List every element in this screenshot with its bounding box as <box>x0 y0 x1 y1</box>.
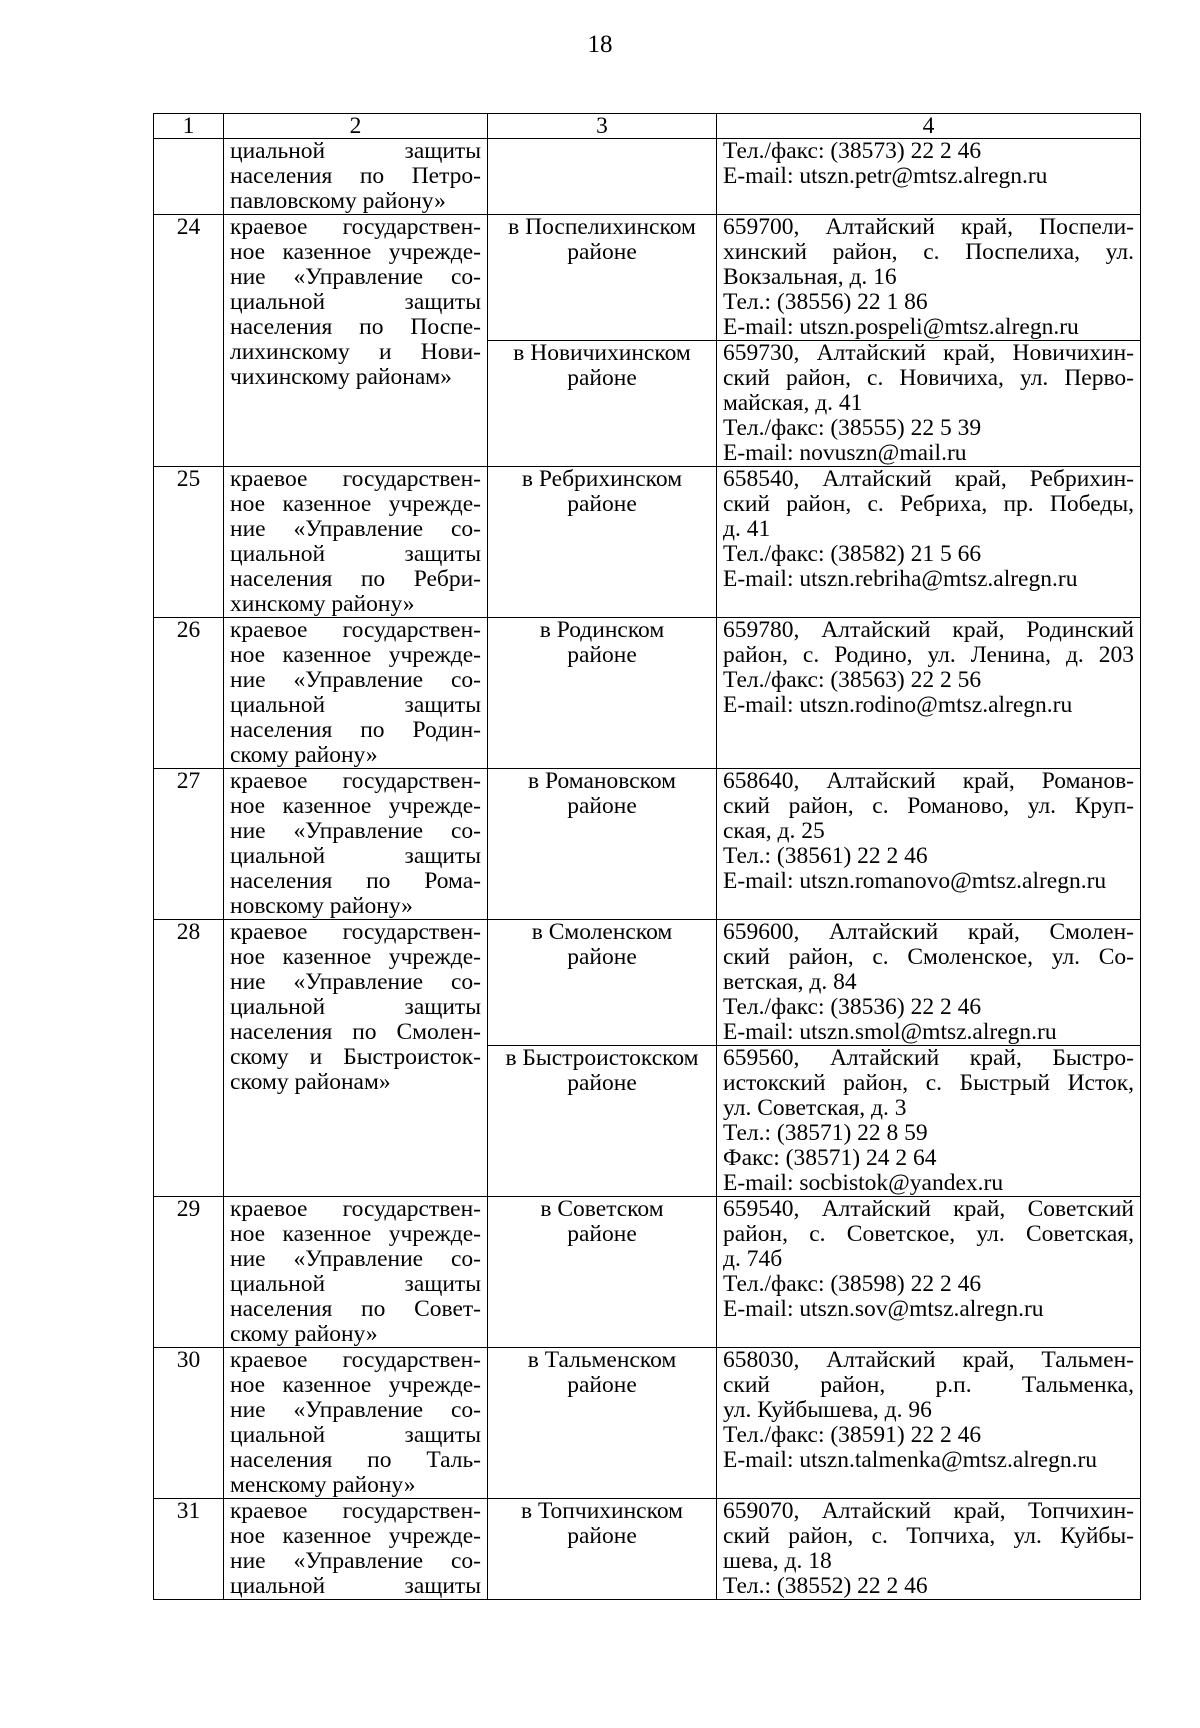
institution-name-line: циальной защиты <box>230 138 481 164</box>
institution-name-line: краевое государствен- <box>230 214 481 240</box>
contact-line: Вокзальная, д. 16 <box>723 264 897 290</box>
contact-line: 659600, Алтайский край, Смолен- <box>723 919 1134 945</box>
contact-line: ский район, с. Новичиха, ул. Перво- <box>723 365 1134 391</box>
institution-name-line: циальной защиты <box>230 843 481 869</box>
institution-name-line: ное казенное учрежде- <box>230 239 481 265</box>
page-number: 18 <box>587 31 613 58</box>
district-cell <box>488 769 717 920</box>
contact-line: 659560, Алтайский край, Быстро- <box>723 1045 1134 1071</box>
district-line: в Ребрихинском <box>521 466 683 492</box>
contact-line: 659730, Алтайский край, Новичихин- <box>723 340 1134 366</box>
institution-name-line: ное казенное учрежде- <box>230 1523 481 1549</box>
institution-name-line: ние «Управление со- <box>230 969 481 995</box>
institution-name-cell <box>224 467 488 618</box>
institution-name-line: ние «Управление со- <box>230 516 481 542</box>
table-row <box>154 467 1141 618</box>
institution-name-line: ние «Управление со- <box>230 1246 481 1272</box>
institution-name-line: краевое государствен- <box>230 617 481 643</box>
institution-name-line: населения по Родин- <box>230 717 481 743</box>
institution-name-line: ное казенное учрежде- <box>230 491 481 517</box>
contact-line: Тел.: (38571) 22 8 59 <box>723 1120 928 1146</box>
contact-line: Тел.: (38556) 22 1 86 <box>723 289 928 315</box>
institution-name-cell <box>224 215 488 467</box>
contact-line: ветская, д. 84 <box>723 969 857 995</box>
contact-line: E-mail: utszn.petr@mtsz.alregn.ru <box>723 163 1048 189</box>
district-cell <box>488 467 717 618</box>
contact-line: Тел.: (38561) 22 2 46 <box>723 843 928 869</box>
institution-name-line: ное казенное учрежде- <box>230 1372 481 1398</box>
district-line: в Советском <box>540 1196 664 1222</box>
institution-name-line: населения по Петро- <box>230 163 481 189</box>
contact-line: район, с. Родино, ул. Ленина, д. 203 <box>723 642 1134 668</box>
header-cell-number: 1 <box>154 114 224 139</box>
institution-name-cell <box>224 618 488 769</box>
contact-line: район, с. Советское, ул. Советская, <box>723 1221 1134 1247</box>
institution-name-line: скому району» <box>230 1321 378 1347</box>
contact-line: 658030, Алтайский край, Тальмен- <box>723 1347 1134 1373</box>
institution-name-line: циальной защиты <box>230 541 481 567</box>
district-line: в Смоленском <box>531 919 673 945</box>
district-cell <box>488 618 717 769</box>
row-number-cell: 24 <box>154 215 224 467</box>
district-cell <box>488 1499 717 1600</box>
institution-name-cell <box>224 1348 488 1499</box>
district-line: в Новичихинском <box>513 340 691 366</box>
contact-line: E-mail: utszn.romanovo@mtsz.alregn.ru <box>723 868 1107 894</box>
contacts-cell <box>717 618 1141 769</box>
row-number-cell: 31 <box>154 1499 224 1600</box>
contact-line: ский район, с. Романово, ул. Круп- <box>723 793 1134 819</box>
institution-name-line: ное казенное учрежде- <box>230 642 481 668</box>
header-cell-contacts: 4 <box>717 114 1141 139</box>
contact-line: Тел./факс: (38573) 22 2 46 <box>723 138 982 164</box>
contact-line: ский район, с. Топчиха, ул. Куйбы- <box>723 1523 1134 1549</box>
contacts-cell <box>717 1046 1141 1197</box>
institution-name-line: ное казенное учрежде- <box>230 1221 481 1247</box>
district-line: в Родинском <box>539 617 665 643</box>
institution-name-line: ние «Управление со- <box>230 1548 481 1574</box>
district-line: районе <box>567 1523 637 1549</box>
contact-line: ская, д. 25 <box>723 818 825 844</box>
institution-name-line: циальной защиты <box>230 1573 481 1599</box>
contacts-cell <box>717 1197 1141 1348</box>
district-cell <box>488 139 717 215</box>
institution-name-line: ние «Управление со- <box>230 1397 481 1423</box>
institution-name-line: скому и Быстроисток- <box>230 1044 481 1070</box>
institution-name-line: новскому району» <box>230 893 413 919</box>
table-row <box>154 920 1141 1046</box>
district-cell <box>488 920 717 1046</box>
institution-name-cell <box>224 920 488 1197</box>
contact-line: 658640, Алтайский край, Романов- <box>723 768 1134 794</box>
district-cell <box>488 1046 717 1197</box>
district-line: районе <box>567 642 637 668</box>
institution-name-line: чихинскому районам» <box>230 364 452 390</box>
table-row <box>154 1348 1141 1499</box>
contacts-cell <box>717 920 1141 1046</box>
district-cell <box>488 341 717 467</box>
institution-name-line: населения по Совет- <box>230 1296 481 1322</box>
contact-line: 659070, Алтайский край, Топчихин- <box>723 1498 1134 1524</box>
institution-name-line: ние «Управление со- <box>230 264 481 290</box>
contacts-cell <box>717 139 1141 215</box>
institution-name-line: ние «Управление со- <box>230 667 481 693</box>
contact-line: E-mail: novuszn@mail.ru <box>723 440 967 466</box>
institution-name-line: скому району» <box>230 742 378 768</box>
contact-line: E-mail: utszn.rebriha@mtsz.alregn.ru <box>723 566 1078 592</box>
institution-name-line: населения по Смолен- <box>230 1019 481 1045</box>
row-number-cell: 28 <box>154 920 224 1197</box>
institution-name-line: павловскому району» <box>230 188 446 214</box>
institution-name-line: хинскому району» <box>230 591 415 617</box>
contact-line: хинский район, с. Поспелиха, ул. <box>723 239 1134 265</box>
institution-name-line: ное казенное учрежде- <box>230 944 481 970</box>
institution-name-line: ное казенное учрежде- <box>230 793 481 819</box>
contact-line: Тел./факс: (38536) 22 2 46 <box>723 994 982 1020</box>
contact-line: д. 74б <box>723 1246 783 1272</box>
row-number-cell: 30 <box>154 1348 224 1499</box>
contact-line: 658540, Алтайский край, Ребрихин- <box>723 466 1134 492</box>
institution-name-line: скому районам» <box>230 1069 391 1095</box>
contacts-cell <box>717 1348 1141 1499</box>
institution-name-line: лихинскому и Нови- <box>230 339 481 365</box>
district-cell <box>488 1348 717 1499</box>
row-number-cell: 26 <box>154 618 224 769</box>
district-line: районе <box>567 1221 637 1247</box>
institution-name-line: краевое государствен- <box>230 1498 481 1524</box>
contact-line: майская, д. 41 <box>723 390 863 416</box>
district-line: в Быстроистокском <box>505 1045 699 1071</box>
institution-name-line: населения по Ребри- <box>230 566 481 592</box>
contact-line: Тел./факс: (38563) 22 2 56 <box>723 667 982 693</box>
table-row <box>154 1197 1141 1348</box>
contact-line: д. 41 <box>723 516 771 542</box>
institution-name-cell <box>224 1499 488 1600</box>
contact-line: истокский район, с. Быстрый Исток, <box>723 1070 1134 1096</box>
district-line: в Тальменском <box>527 1347 677 1373</box>
district-line: в Поспелихинском <box>508 214 696 240</box>
institutions-table <box>153 113 1141 1600</box>
institution-name-line: циальной защиты <box>230 692 481 718</box>
contact-line: 659540, Алтайский край, Советский <box>723 1196 1134 1222</box>
district-line: районе <box>567 1070 637 1096</box>
contact-line: ский район, с. Смоленское, ул. Со- <box>723 944 1134 970</box>
contact-line: E-mail: utszn.talmenka@mtsz.alregn.ru <box>723 1447 1098 1473</box>
district-cell <box>488 215 717 341</box>
institution-name-line: циальной защиты <box>230 1422 481 1448</box>
row-number-cell: 27 <box>154 769 224 920</box>
institution-name-line: ние «Управление со- <box>230 818 481 844</box>
institution-name-cell <box>224 139 488 215</box>
institution-name-line: населения по Поспе- <box>230 314 481 340</box>
contact-line: Тел./факс: (38582) 21 5 66 <box>723 541 982 567</box>
institution-name-line: краевое государствен- <box>230 768 481 794</box>
district-line: в Топчихинском <box>520 1498 683 1524</box>
contact-line: E-mail: utszn.rodino@mtsz.alregn.ru <box>723 692 1073 718</box>
contacts-cell <box>717 769 1141 920</box>
header-cell-institution: 2 <box>224 114 488 139</box>
institution-name-line: краевое государствен- <box>230 1196 481 1222</box>
table-row <box>154 618 1141 769</box>
contact-line: ский район, с. Ребриха, пр. Победы, <box>723 491 1134 517</box>
contacts-cell <box>717 467 1141 618</box>
contact-line: шева, д. 18 <box>723 1548 832 1574</box>
district-line: в Романовском <box>527 768 676 794</box>
row-number-cell: 29 <box>154 1197 224 1348</box>
institution-name-line: циальной защиты <box>230 289 481 315</box>
table-row <box>154 215 1141 341</box>
institution-name-line: населения по Таль- <box>230 1447 481 1473</box>
contact-line: Тел./факс: (38591) 22 2 46 <box>723 1422 982 1448</box>
contact-line: Тел.: (38552) 22 2 46 <box>723 1573 928 1599</box>
table-row <box>154 1499 1141 1600</box>
district-cell <box>488 1197 717 1348</box>
contact-line: ский район, р.п. Тальменка, <box>723 1372 1134 1398</box>
row-number-cell <box>154 139 224 215</box>
header-cell-district: 3 <box>488 114 717 139</box>
table-body <box>154 139 1141 1600</box>
contact-line: ул. Советская, д. 3 <box>723 1095 907 1121</box>
institution-name-line: циальной защиты <box>230 994 481 1020</box>
district-line: районе <box>567 365 637 391</box>
district-line: районе <box>567 944 637 970</box>
contact-line: Тел./факс: (38598) 22 2 46 <box>723 1271 982 1297</box>
contact-line: 659780, Алтайский край, Родинский <box>723 617 1134 643</box>
institution-name-line: циальной защиты <box>230 1271 481 1297</box>
contacts-cell <box>717 341 1141 467</box>
header-row <box>154 114 1141 139</box>
institution-name-cell <box>224 1197 488 1348</box>
institution-name-cell <box>224 769 488 920</box>
table-row <box>154 769 1141 920</box>
district-line: районе <box>567 793 637 819</box>
contact-line: ул. Куйбышева, д. 96 <box>723 1397 932 1423</box>
institution-name-line: краевое государствен- <box>230 466 481 492</box>
contact-line: E-mail: utszn.pospeli@mtsz.alregn.ru <box>723 314 1079 340</box>
contacts-cell <box>717 1499 1141 1600</box>
table-row <box>154 139 1141 215</box>
contact-line: Факс: (38571) 24 2 64 <box>723 1145 937 1171</box>
contact-line: E-mail: socbistok@yandex.ru <box>723 1170 1004 1196</box>
row-number-cell: 25 <box>154 467 224 618</box>
contacts-cell <box>717 215 1141 341</box>
institution-name-line: менскому району» <box>230 1472 416 1498</box>
district-line: районе <box>567 491 637 517</box>
contact-line: Тел./факс: (38555) 22 5 39 <box>723 415 982 441</box>
district-line: районе <box>567 239 637 265</box>
district-line: районе <box>567 1372 637 1398</box>
institution-name-line: населения по Рома- <box>230 868 481 894</box>
institution-name-line: краевое государствен- <box>230 919 481 945</box>
contact-line: E-mail: utszn.smol@mtsz.alregn.ru <box>723 1019 1057 1045</box>
institution-name-line: краевое государствен- <box>230 1347 481 1373</box>
contact-line: 659700, Алтайский край, Поспели- <box>723 214 1134 240</box>
contact-line: E-mail: utszn.sov@mtsz.alregn.ru <box>723 1296 1044 1322</box>
